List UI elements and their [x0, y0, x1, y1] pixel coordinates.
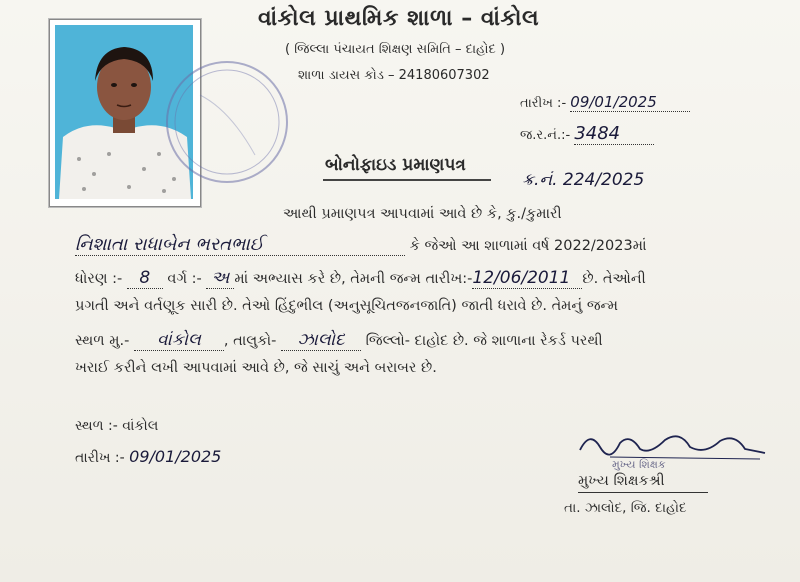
body-line-5: [75, 330, 603, 351]
signature-stamp-text: મુખ્ય શિક્ષક: [612, 458, 666, 471]
body-line-2-tail: કે જેઓ આ શાળામાં વર્ષ 2022/2023માં: [409, 238, 647, 254]
body-line-2: [75, 234, 647, 256]
register-number-value: 3484: [574, 123, 654, 145]
authority-line: ( જિલ્લા પંચાયત શિક્ષણ સમિતિ – દાહોદ ): [285, 42, 506, 57]
dob-value: 12/06/2011: [472, 268, 582, 289]
issue-date-value: 09/01/2025: [570, 93, 690, 112]
issue-date-label: તારીખ :-: [520, 96, 567, 111]
footer-place-label: સ્થળ :-: [75, 418, 118, 434]
footer-date-label: તારીખ :-: [75, 450, 125, 466]
body-line-1: આથી પ્રમાણપત્ર આપવામાં આવે છે કે, કુ./કુમારી: [283, 206, 562, 222]
signatory-location: તા. ઝાલોદ, જિ. દાહોદ: [564, 500, 687, 516]
footer-place-value: વાંકોલ: [122, 418, 159, 434]
issue-date: [520, 93, 690, 112]
body-line-5-tail: જિલ્લો- દાહોદ છે. જે શાળાના રેકર્ડ પરથી: [365, 333, 603, 349]
body-line-3: [75, 268, 646, 289]
body-line-6: ખરાઈ કરીને લખી આપવામાં આવે છે, જે સાચું અને બરાબર છે.: [75, 360, 437, 376]
school-stamp: [160, 55, 295, 190]
body-line-4: પ્રગતી અને વર્તણૂક સારી છે. તેઓ હિંદુભીલ (અનુસૂચિતજનજાતિ) જાતી ધરાવે છે. તેમનું જન્મ: [75, 298, 619, 314]
signatory-title: મુખ્ય શિક્ષકશ્રી: [578, 473, 665, 489]
signature: [570, 425, 770, 465]
birth-place-value: વાંકોલ: [134, 330, 224, 351]
class-label: વર્ગ :-: [167, 271, 202, 287]
std-value: 8: [127, 268, 163, 289]
register-number-label: જ.ર.નં.:-: [520, 128, 571, 143]
taluka-label: , તાલુકો-: [223, 333, 277, 349]
birth-place-label: સ્થળ મુ.-: [75, 333, 130, 349]
heading-underline: [323, 179, 491, 181]
school-name: વાંકોલ પ્રાથમિક શાળા – વાંકોલ: [258, 6, 540, 31]
footer-date-value: 09/01/2025: [129, 447, 222, 466]
student-name: નિશાતા રાધાબેન ભરતભાઈ: [75, 234, 405, 256]
footer-date: [75, 447, 221, 466]
certificate-heading: બોનોફાઇડ પ્રમાણપત્ર: [325, 155, 466, 175]
footer-place: [75, 418, 158, 434]
class-value: અ: [206, 268, 234, 289]
reference-number: ક્ર.નં. 224/2025: [522, 170, 645, 190]
body-line-3-mid: માં અભ્યાસ કરે છે, તેમની જન્મ તારીખ:-: [234, 271, 473, 287]
signatory-underline: [578, 492, 708, 493]
std-label: ધોરણ :-: [75, 271, 123, 287]
dise-code: શાળા ડાયસ કોડ – 24180607302: [298, 68, 490, 83]
body-line-3-tail: છે. તેઓની: [582, 271, 646, 287]
register-number: [520, 123, 654, 145]
taluka-value: ઝાલોદ: [281, 330, 361, 351]
